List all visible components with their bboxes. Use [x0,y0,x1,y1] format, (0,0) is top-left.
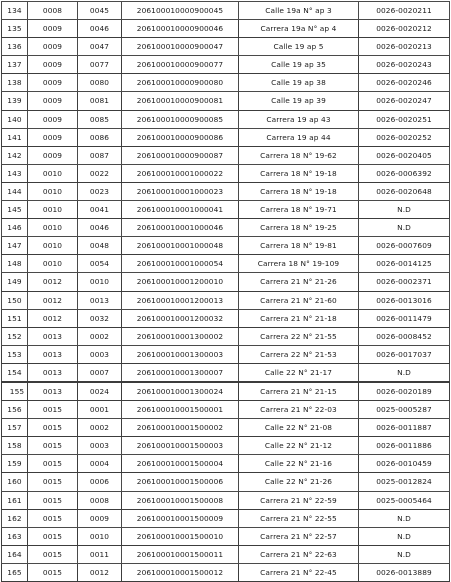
row-number-cell: 148 [2,255,28,273]
table-row [2,164,450,182]
registration-number-cell: 0026-0020251 [359,110,450,128]
address-cell: Carrera 18 N° 19-18 [239,182,359,200]
address-cell: Calle 19a N° ap 3 [239,2,359,20]
lot-code-cell: 0077 [78,56,122,74]
registration-number-cell: 0026-0008452 [359,327,450,345]
registration-number-cell: 0026-0013889 [359,563,450,581]
row-number-cell: 155 [2,382,28,401]
block-code-cell: 0013 [28,327,78,345]
parcel-id-cell: 206100010001300024 [122,382,239,401]
address-cell: Calle 19 ap 5 [239,38,359,56]
table-row [2,437,450,455]
property-registry-table [1,1,450,582]
table-row [2,401,450,419]
row-number-cell: 138 [2,74,28,92]
block-code-cell: 0015 [28,473,78,491]
parcel-id-cell: 206100010001000046 [122,219,239,237]
lot-code-cell: 0046 [78,20,122,38]
address-cell: Carrera 21 N° 22-45 [239,563,359,581]
address-cell: Calle 22 N° 21-12 [239,437,359,455]
lot-code-cell: 0032 [78,309,122,327]
row-number-cell: 157 [2,419,28,437]
parcel-id-cell: 206100010000900086 [122,128,239,146]
table-row [2,291,450,309]
table-row [2,345,450,363]
block-code-cell: 0013 [28,363,78,382]
block-code-cell: 0012 [28,309,78,327]
table-row [2,309,450,327]
address-cell: Carrera 21 N° 22-55 [239,509,359,527]
block-code-cell: 0009 [28,110,78,128]
parcel-id-cell: 206100010001500009 [122,509,239,527]
row-number-cell: 145 [2,201,28,219]
registration-number-cell: 0025-0005287 [359,401,450,419]
table-row [2,110,450,128]
block-code-cell: 0010 [28,255,78,273]
parcel-id-cell: 206100010001300007 [122,363,239,382]
lot-code-cell: 0003 [78,437,122,455]
table-row [2,473,450,491]
table-row [2,255,450,273]
parcel-id-cell: 206100010001500006 [122,473,239,491]
row-number-cell: 142 [2,146,28,164]
lot-code-cell: 0041 [78,201,122,219]
block-code-cell: 0010 [28,182,78,200]
parcel-id-cell: 206100010001500011 [122,545,239,563]
row-number-cell: 134 [2,2,28,20]
address-cell: Carrera 18 N° 19-71 [239,201,359,219]
block-code-cell: 0009 [28,56,78,74]
table-row [2,327,450,345]
parcel-id-cell: 206100010001000048 [122,237,239,255]
parcel-id-cell: 206100010000900047 [122,38,239,56]
registration-number-cell: 0026-0007609 [359,237,450,255]
row-number-cell: 159 [2,455,28,473]
table-row [2,201,450,219]
address-cell: Carrera 21 N° 21-26 [239,273,359,291]
table-row [2,419,450,437]
parcel-id-cell: 206100010001200010 [122,273,239,291]
registration-number-cell: 0026-0010459 [359,455,450,473]
registration-number-cell: 0026-0020405 [359,146,450,164]
row-number-cell: 154 [2,363,28,382]
registration-number-cell: 0026-0011886 [359,437,450,455]
registration-number-cell: 0026-0020211 [359,2,450,20]
row-number-cell: 150 [2,291,28,309]
parcel-id-cell: 206100010000900081 [122,92,239,110]
address-cell: Carrera 19 ap 44 [239,128,359,146]
registration-number-cell: 0026-0013016 [359,291,450,309]
parcel-id-cell: 206100010001200032 [122,309,239,327]
row-number-cell: 140 [2,110,28,128]
registration-number-cell: 0026-0006392 [359,164,450,182]
registration-number-cell: 0025-0012824 [359,473,450,491]
address-cell: Carrera 18 N° 19-62 [239,146,359,164]
table-row [2,2,450,20]
row-number-cell: 156 [2,401,28,419]
row-number-cell: 165 [2,563,28,581]
lot-code-cell: 0087 [78,146,122,164]
address-cell: Carrera 19 ap 43 [239,110,359,128]
table-row [2,273,450,291]
row-number-cell: 146 [2,219,28,237]
parcel-id-cell: 206100010000900077 [122,56,239,74]
row-number-cell: 153 [2,345,28,363]
address-cell: Calle 22 N° 21-16 [239,455,359,473]
table-row [2,527,450,545]
lot-code-cell: 0047 [78,38,122,56]
address-cell: Carrera 21 N° 22-03 [239,401,359,419]
row-number-cell: 141 [2,128,28,146]
lot-code-cell: 0006 [78,473,122,491]
row-number-cell: 161 [2,491,28,509]
address-cell: Carrera 21 N° 21-18 [239,309,359,327]
lot-code-cell: 0002 [78,419,122,437]
block-code-cell: 0015 [28,455,78,473]
table-row [2,491,450,509]
registration-number-cell: 0026-0020648 [359,182,450,200]
table-row [2,382,450,401]
table-row [2,38,450,56]
lot-code-cell: 0048 [78,237,122,255]
block-code-cell: 0009 [28,74,78,92]
table-row [2,363,450,382]
registration-number-cell: 0026-0020252 [359,128,450,146]
address-cell: Carrera 21 N° 21-15 [239,382,359,401]
lot-code-cell: 0085 [78,110,122,128]
lot-code-cell: 0081 [78,92,122,110]
parcel-id-cell: 206100010001000054 [122,255,239,273]
registration-number-cell: 0026-0017037 [359,345,450,363]
address-cell: Calle 19 ap 38 [239,74,359,92]
registration-number-cell: N.D [359,545,450,563]
table-row [2,563,450,581]
lot-code-cell: 0024 [78,382,122,401]
block-code-cell: 0012 [28,273,78,291]
lot-code-cell: 0010 [78,527,122,545]
registration-number-cell: 0026-0020213 [359,38,450,56]
block-code-cell: 0015 [28,419,78,437]
registration-number-cell: 0026-0011479 [359,309,450,327]
table-row [2,509,450,527]
row-number-cell: 139 [2,92,28,110]
lot-code-cell: 0004 [78,455,122,473]
row-number-cell: 144 [2,182,28,200]
address-cell: Carrera 21 N° 22-59 [239,491,359,509]
lot-code-cell: 0013 [78,291,122,309]
parcel-id-cell: 206100010001500012 [122,563,239,581]
row-number-cell: 162 [2,509,28,527]
lot-code-cell: 0045 [78,2,122,20]
row-number-cell: 135 [2,20,28,38]
row-number-cell: 160 [2,473,28,491]
registration-number-cell: N.D [359,219,450,237]
parcel-id-cell: 206100010000900046 [122,20,239,38]
table-row [2,56,450,74]
lot-code-cell: 0046 [78,219,122,237]
row-number-cell: 136 [2,38,28,56]
address-cell: Calle 22 N° 21-17 [239,363,359,382]
parcel-id-cell: 206100010000900080 [122,74,239,92]
block-code-cell: 0012 [28,291,78,309]
parcel-id-cell: 206100010001500010 [122,527,239,545]
block-code-cell: 0010 [28,237,78,255]
block-code-cell: 0015 [28,401,78,419]
row-number-cell: 149 [2,273,28,291]
registration-number-cell: 0025-0005464 [359,491,450,509]
lot-code-cell: 0022 [78,164,122,182]
address-cell: Carrera 21 N° 22-63 [239,545,359,563]
table-row [2,128,450,146]
scanned-registry-page [1,1,450,577]
address-cell: Carrera 18 N° 19-109 [239,255,359,273]
block-code-cell: 0009 [28,92,78,110]
registration-number-cell: 0026-0020243 [359,56,450,74]
table-row [2,20,450,38]
registration-number-cell: 0026-0020189 [359,382,450,401]
block-code-cell: 0009 [28,146,78,164]
block-code-cell: 0015 [28,545,78,563]
parcel-id-cell: 206100010001300003 [122,345,239,363]
table-row [2,237,450,255]
lot-code-cell: 0001 [78,401,122,419]
block-code-cell: 0010 [28,219,78,237]
parcel-id-cell: 206100010000900045 [122,2,239,20]
address-cell: Calle 19 ap 39 [239,92,359,110]
block-code-cell: 0010 [28,164,78,182]
address-cell: Carrera 21 N° 21-60 [239,291,359,309]
lot-code-cell: 0054 [78,255,122,273]
lot-code-cell: 0002 [78,327,122,345]
block-code-cell: 0015 [28,491,78,509]
parcel-id-cell: 206100010001000023 [122,182,239,200]
block-code-cell: 0008 [28,2,78,20]
block-code-cell: 0013 [28,345,78,363]
registration-number-cell: 0026-0020247 [359,92,450,110]
address-cell: Calle 19 ap 35 [239,56,359,74]
row-number-cell: 143 [2,164,28,182]
block-code-cell: 0009 [28,128,78,146]
lot-code-cell: 0012 [78,563,122,581]
table-row [2,182,450,200]
row-number-cell: 152 [2,327,28,345]
block-code-cell: 0015 [28,527,78,545]
address-cell: Calle 22 N° 21-08 [239,419,359,437]
table-row [2,74,450,92]
block-code-cell: 0015 [28,563,78,581]
row-number-cell: 147 [2,237,28,255]
address-cell: Carrera 18 N° 19-25 [239,219,359,237]
address-cell: Carrera 22 N° 21-55 [239,327,359,345]
lot-code-cell: 0007 [78,363,122,382]
lot-code-cell: 0009 [78,509,122,527]
parcel-id-cell: 206100010000900085 [122,110,239,128]
address-cell: Carrera 22 N° 21-53 [239,345,359,363]
lot-code-cell: 0003 [78,345,122,363]
lot-code-cell: 0011 [78,545,122,563]
parcel-id-cell: 206100010001200013 [122,291,239,309]
registration-number-cell: 0026-0020246 [359,74,450,92]
block-code-cell: 0015 [28,509,78,527]
table-row [2,545,450,563]
registration-number-cell: N.D [359,527,450,545]
block-code-cell: 0009 [28,38,78,56]
lot-code-cell: 0086 [78,128,122,146]
table-row [2,455,450,473]
registration-number-cell: N.D [359,201,450,219]
address-cell: Carrera 18 N° 19-81 [239,237,359,255]
registration-number-cell: 0026-0020212 [359,20,450,38]
parcel-id-cell: 206100010001500001 [122,401,239,419]
parcel-id-cell: 206100010001000022 [122,164,239,182]
parcel-id-cell: 206100010001500008 [122,491,239,509]
registration-number-cell: N.D [359,363,450,382]
registration-number-cell: 0026-0011887 [359,419,450,437]
address-cell: Carrera 19a N° ap 4 [239,20,359,38]
parcel-id-cell: 206100010001500002 [122,419,239,437]
lot-code-cell: 0080 [78,74,122,92]
row-number-cell: 158 [2,437,28,455]
lot-code-cell: 0008 [78,491,122,509]
table-row [2,146,450,164]
registration-number-cell: N.D [359,509,450,527]
lot-code-cell: 0023 [78,182,122,200]
row-number-cell: 164 [2,545,28,563]
block-code-cell: 0015 [28,437,78,455]
address-cell: Calle 22 N° 21-26 [239,473,359,491]
block-code-cell: 0009 [28,20,78,38]
parcel-id-cell: 206100010000900087 [122,146,239,164]
address-cell: Carrera 21 N° 22-57 [239,527,359,545]
parcel-id-cell: 206100010001000041 [122,201,239,219]
row-number-cell: 137 [2,56,28,74]
parcel-id-cell: 206100010001300002 [122,327,239,345]
block-code-cell: 0010 [28,201,78,219]
parcel-id-cell: 206100010001500003 [122,437,239,455]
row-number-cell: 163 [2,527,28,545]
registration-number-cell: 0026-0014125 [359,255,450,273]
property-registry-rows [2,2,450,582]
address-cell: Carrera 18 N° 19-18 [239,164,359,182]
row-number-cell: 151 [2,309,28,327]
registration-number-cell: 0026-0002371 [359,273,450,291]
table-row [2,92,450,110]
table-row [2,219,450,237]
block-code-cell: 0013 [28,382,78,401]
parcel-id-cell: 206100010001500004 [122,455,239,473]
lot-code-cell: 0010 [78,273,122,291]
